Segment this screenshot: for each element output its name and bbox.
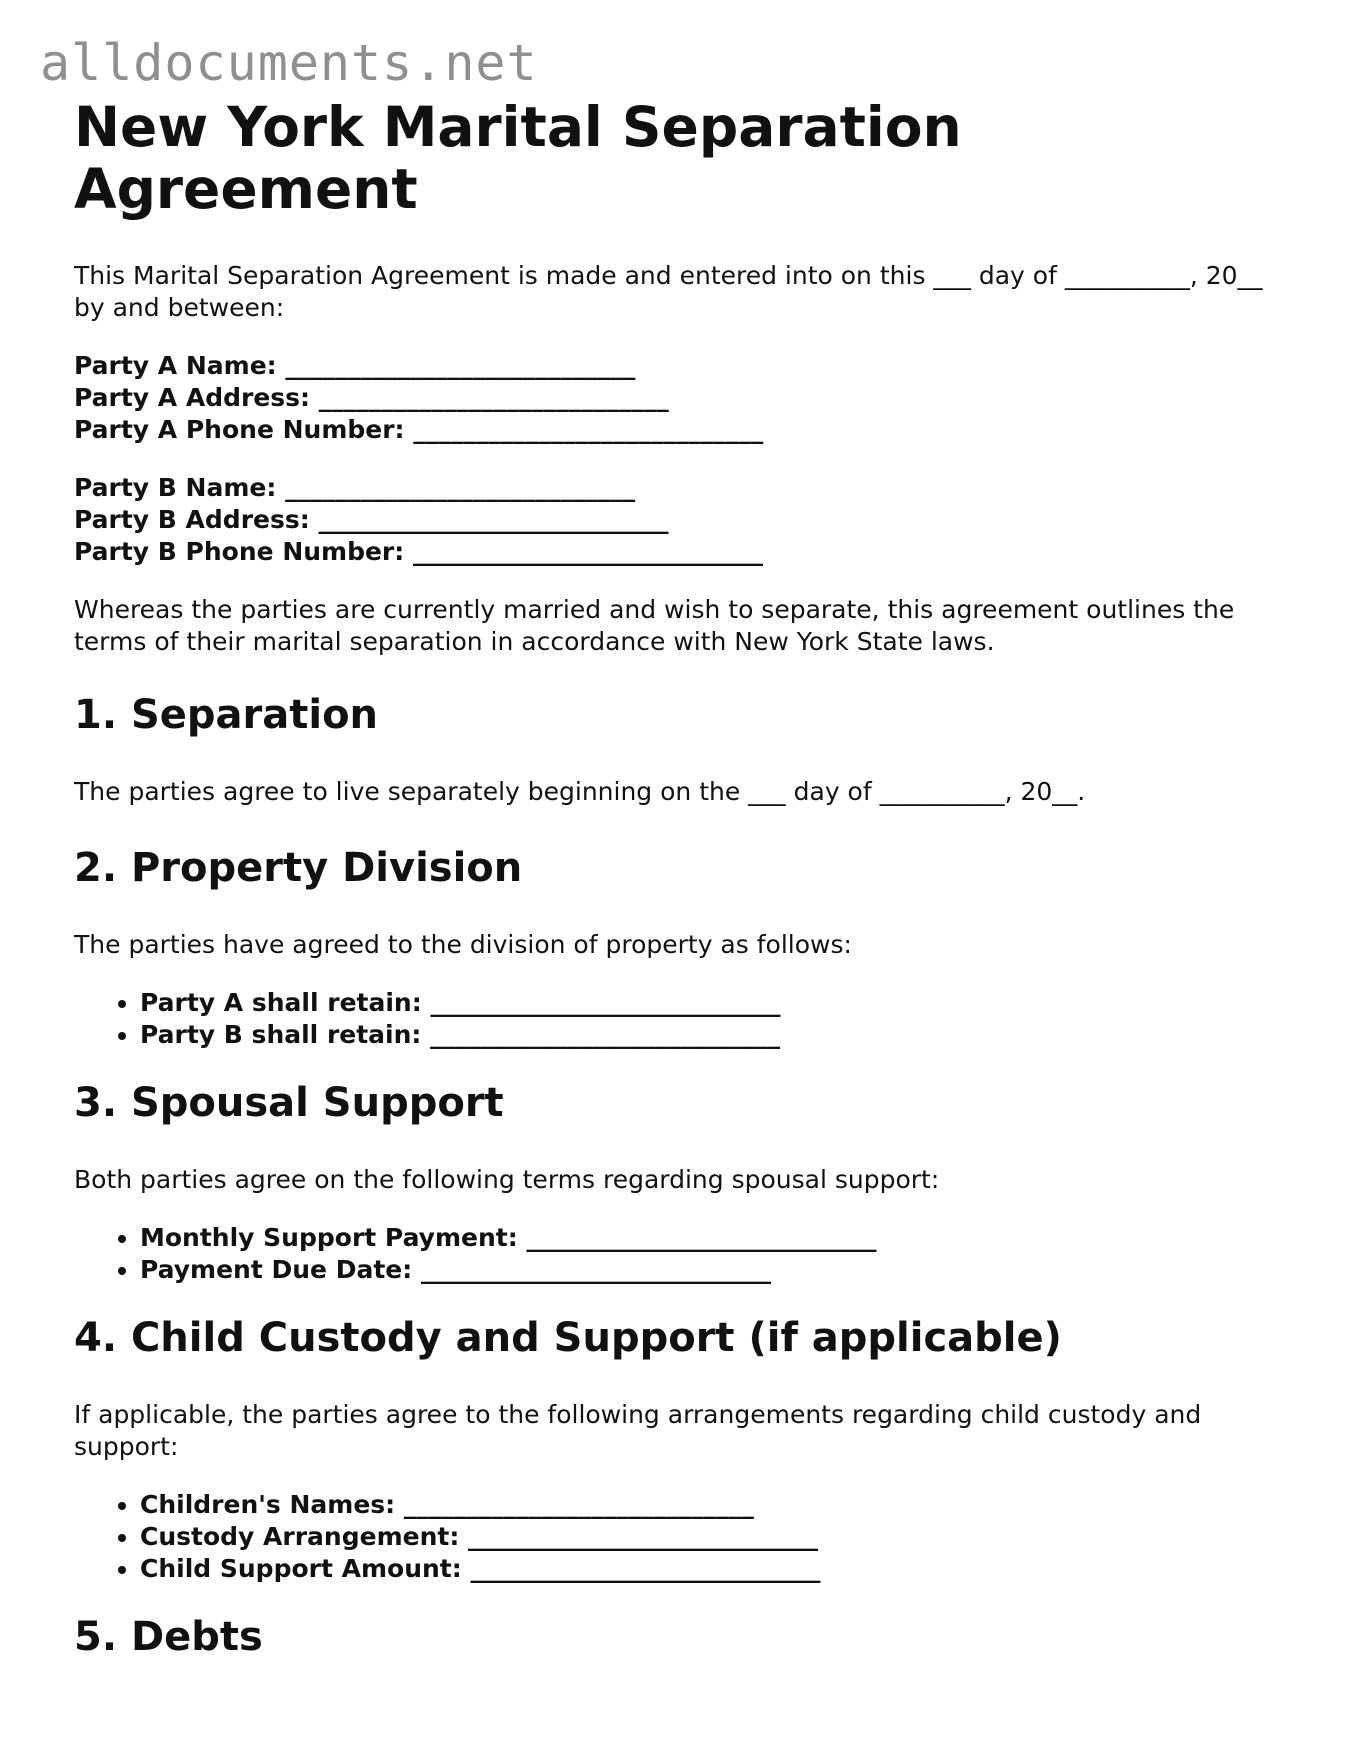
field-label: Party B Name: — [74, 473, 277, 502]
whereas-paragraph: Whereas the parties are currently married and wish to separate, this agreement outlines the terms of their marital separation in accordance with New York State laws. — [74, 595, 1235, 656]
section-text-separation: The parties agree to live separately beginning on the ___ day of __________, 20__. — [74, 777, 1086, 806]
party-a-name-field — [74, 350, 1284, 382]
list-item — [140, 1553, 1284, 1585]
blank-line: ____________________________ — [420, 1255, 771, 1284]
blank-line: ____________________________ — [468, 1522, 819, 1551]
field-label: Party A Name: — [74, 351, 277, 380]
list-item — [140, 1489, 1284, 1521]
field-label: Party A shall retain: — [140, 988, 422, 1017]
blank-line: ____________________________ — [285, 473, 636, 502]
section-heading-debts: 5. Debts — [74, 1614, 263, 1660]
section-text-property: The parties have agreed to the division of property as follows: — [74, 930, 852, 959]
list-item — [140, 1254, 1284, 1286]
blank-line: ____________________________ — [470, 1554, 821, 1583]
blank-line: ____________________________ — [413, 415, 764, 444]
blank-line: ____________________________ — [526, 1223, 877, 1252]
watermark-logo: alldocuments.net — [40, 34, 538, 92]
party-a-phone-field — [74, 414, 1284, 446]
field-label: Party B Phone Number: — [74, 537, 405, 566]
blank-line: ____________________________ — [318, 383, 669, 412]
section-text-child-custody: If applicable, the parties agree to the following arrangements regarding child custody and support: — [74, 1400, 1202, 1461]
party-b-block — [74, 472, 1284, 568]
party-b-phone-field — [74, 536, 1284, 568]
spousal-support-list — [74, 1222, 1284, 1286]
party-b-name-field — [74, 472, 1284, 504]
party-a-block — [74, 350, 1284, 446]
party-b-address-field — [74, 504, 1284, 536]
child-custody-list — [74, 1489, 1284, 1585]
intro-paragraph: This Marital Separation Agreement is made and entered into on this ___ day of __________, 20__ by and between: — [74, 261, 1263, 322]
field-label: Party A Address: — [74, 383, 311, 412]
section-text-spousal-support: Both parties agree on the following terms regarding spousal support: — [74, 1165, 940, 1194]
list-item — [140, 987, 1284, 1019]
property-list — [74, 987, 1284, 1051]
blank-line: ____________________________ — [430, 1020, 781, 1049]
field-label: Child Support Amount: — [140, 1554, 462, 1583]
field-label: Monthly Support Payment: — [140, 1223, 518, 1252]
blank-line: ____________________________ — [285, 351, 636, 380]
party-a-address-field — [74, 382, 1284, 414]
field-label: Party B shall retain: — [140, 1020, 422, 1049]
section-heading-spousal-support: 3. Spousal Support — [74, 1080, 504, 1126]
field-label: Children's Names: — [140, 1490, 396, 1519]
section-heading-separation: 1. Separation — [74, 692, 379, 738]
field-label: Custody Arrangement: — [140, 1522, 460, 1551]
section-heading-child-custody: 4. Child Custody and Support (if applicable) — [74, 1315, 1062, 1361]
field-label: Party A Phone Number: — [74, 415, 405, 444]
list-item — [140, 1521, 1284, 1553]
list-item — [140, 1222, 1284, 1254]
blank-line: ____________________________ — [412, 537, 763, 566]
document-page — [74, 96, 1284, 1660]
blank-line: ____________________________ — [318, 505, 669, 534]
list-item — [140, 1019, 1284, 1051]
blank-line: ____________________________ — [403, 1490, 754, 1519]
field-label: Payment Due Date: — [140, 1255, 413, 1284]
section-heading-property: 2. Property Division — [74, 845, 523, 891]
field-label: Party B Address: — [74, 505, 310, 534]
document-title: New York Marital Separation Agreement — [74, 95, 962, 221]
blank-line: ____________________________ — [430, 988, 781, 1017]
